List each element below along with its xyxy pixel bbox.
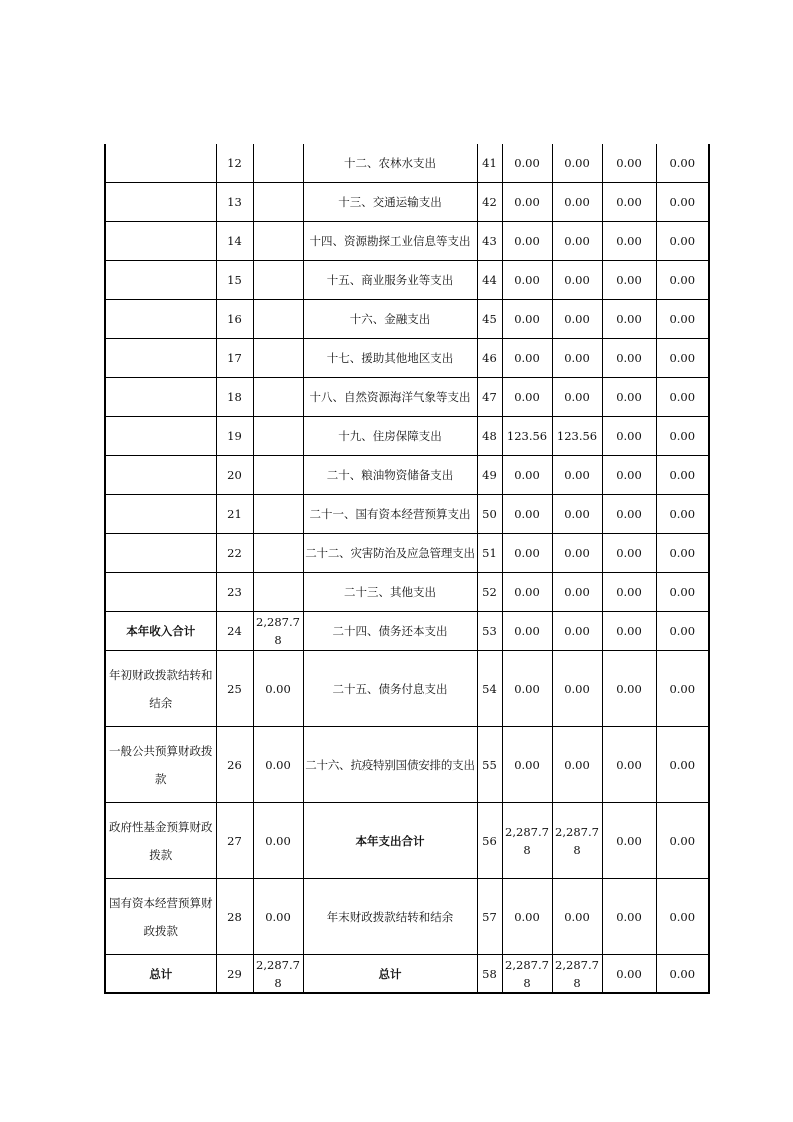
income-item-label: 一般公共预算财政拨款: [105, 727, 216, 803]
table-row: [105, 573, 709, 612]
expense-item-label: 十八、自然资源海洋气象等支出: [303, 378, 477, 417]
expense-row-number: 52: [477, 573, 502, 612]
total-amount: 0.00: [502, 495, 552, 534]
table-row: [105, 261, 709, 300]
total-amount: 0.00: [502, 456, 552, 495]
total-amount: 0.00: [502, 727, 552, 803]
state-capital-budget-amount: 0.00: [656, 222, 709, 261]
state-capital-budget-amount: 0.00: [656, 300, 709, 339]
table-row: [105, 803, 709, 879]
income-row-number: 12: [216, 144, 253, 183]
fund-budget-amount: 0.00: [602, 651, 656, 727]
income-amount: [253, 378, 303, 417]
expense-item-label: 十七、援助其他地区支出: [303, 339, 477, 378]
expense-item-label: 十六、金融支出: [303, 300, 477, 339]
expense-item-label: 年末财政拨款结转和结余: [303, 879, 477, 955]
fund-budget-amount: 0.00: [602, 612, 656, 651]
expense-row-number: 43: [477, 222, 502, 261]
general-budget-amount: 0.00: [552, 612, 602, 651]
expense-row-number: 45: [477, 300, 502, 339]
fund-budget-amount: 0.00: [602, 534, 656, 573]
total-amount: 0.00: [502, 573, 552, 612]
income-row-number: 29: [216, 955, 253, 994]
table-body: [105, 144, 709, 993]
expense-row-number: 51: [477, 534, 502, 573]
fund-budget-amount: 0.00: [602, 727, 656, 803]
income-item-label: [105, 339, 216, 378]
general-budget-amount: 0.00: [552, 651, 602, 727]
income-item-label: 年初财政拨款结转和结余: [105, 651, 216, 727]
expense-row-number: 49: [477, 456, 502, 495]
table-row: [105, 300, 709, 339]
income-item-label: 政府性基金预算财政拨款: [105, 803, 216, 879]
state-capital-budget-amount: 0.00: [656, 955, 709, 994]
expense-row-number: 55: [477, 727, 502, 803]
general-budget-amount: 0.00: [552, 300, 602, 339]
expense-row-number: 56: [477, 803, 502, 879]
table-row: [105, 612, 709, 651]
total-amount: 0.00: [502, 378, 552, 417]
total-amount: 0.00: [502, 261, 552, 300]
general-budget-amount: 0.00: [552, 495, 602, 534]
table-row: [105, 955, 709, 994]
table-row: [105, 495, 709, 534]
fund-budget-amount: 0.00: [602, 183, 656, 222]
income-row-number: 26: [216, 727, 253, 803]
total-amount: 0.00: [502, 534, 552, 573]
fund-budget-amount: 0.00: [602, 417, 656, 456]
total-amount: 0.00: [502, 300, 552, 339]
income-amount: 2,287.78: [253, 612, 303, 651]
total-amount: 0.00: [502, 651, 552, 727]
income-amount: 0.00: [253, 879, 303, 955]
table-row: [105, 144, 709, 183]
table-row: [105, 456, 709, 495]
total-amount: 0.00: [502, 144, 552, 183]
income-row-number: 23: [216, 573, 253, 612]
general-budget-amount: 0.00: [552, 573, 602, 612]
fund-budget-amount: 0.00: [602, 879, 656, 955]
table-row: [105, 727, 709, 803]
expense-item-label: 十九、住房保障支出: [303, 417, 477, 456]
income-item-label: 国有资本经营预算财政拨款: [105, 879, 216, 955]
general-budget-amount: 2,287.78: [552, 955, 602, 994]
income-row-number: 14: [216, 222, 253, 261]
income-amount: 0.00: [253, 651, 303, 727]
state-capital-budget-amount: 0.00: [656, 144, 709, 183]
expense-item-label: 十二、农林水支出: [303, 144, 477, 183]
income-amount: [253, 417, 303, 456]
income-amount: 0.00: [253, 727, 303, 803]
general-budget-amount: 0.00: [552, 456, 602, 495]
expense-item-label: 本年支出合计: [303, 803, 477, 879]
general-budget-amount: 0.00: [552, 879, 602, 955]
income-row-number: 19: [216, 417, 253, 456]
state-capital-budget-amount: 0.00: [656, 573, 709, 612]
state-capital-budget-amount: 0.00: [656, 651, 709, 727]
state-capital-budget-amount: 0.00: [656, 803, 709, 879]
state-capital-budget-amount: 0.00: [656, 879, 709, 955]
state-capital-budget-amount: 0.00: [656, 534, 709, 573]
expense-item-label: 二十六、抗疫特别国债安排的支出: [303, 727, 477, 803]
fund-budget-amount: 0.00: [602, 803, 656, 879]
expense-item-label: 总计: [303, 955, 477, 994]
income-item-label: [105, 144, 216, 183]
expense-item-label: 二十四、债务还本支出: [303, 612, 477, 651]
fund-budget-amount: 0.00: [602, 339, 656, 378]
income-row-number: 20: [216, 456, 253, 495]
expense-row-number: 46: [477, 339, 502, 378]
expense-item-label: 二十、粮油物资储备支出: [303, 456, 477, 495]
expense-row-number: 58: [477, 955, 502, 994]
fund-budget-amount: 0.00: [602, 300, 656, 339]
income-row-number: 13: [216, 183, 253, 222]
expense-item-label: 二十五、债务付息支出: [303, 651, 477, 727]
income-row-number: 21: [216, 495, 253, 534]
expense-item-label: 十五、商业服务业等支出: [303, 261, 477, 300]
fund-budget-amount: 0.00: [602, 456, 656, 495]
expense-item-label: 二十二、灾害防治及应急管理支出: [303, 534, 477, 573]
total-amount: 2,287.78: [502, 803, 552, 879]
total-amount: 123.56: [502, 417, 552, 456]
expense-row-number: 42: [477, 183, 502, 222]
expense-row-number: 50: [477, 495, 502, 534]
income-amount: [253, 495, 303, 534]
general-budget-amount: 0.00: [552, 144, 602, 183]
table-row: [105, 339, 709, 378]
state-capital-budget-amount: 0.00: [656, 727, 709, 803]
total-amount: 0.00: [502, 879, 552, 955]
fund-budget-amount: 0.00: [602, 144, 656, 183]
income-item-label: [105, 222, 216, 261]
table-row: [105, 417, 709, 456]
income-amount: [253, 300, 303, 339]
income-item-label: [105, 300, 216, 339]
expense-item-label: 二十一、国有资本经营预算支出: [303, 495, 477, 534]
income-item-label: [105, 456, 216, 495]
income-item-label: 总计: [105, 955, 216, 994]
income-amount: [253, 144, 303, 183]
expense-row-number: 41: [477, 144, 502, 183]
income-amount: [253, 183, 303, 222]
income-row-number: 24: [216, 612, 253, 651]
expense-row-number: 57: [477, 879, 502, 955]
income-amount: [253, 534, 303, 573]
expense-item-label: 二十三、其他支出: [303, 573, 477, 612]
state-capital-budget-amount: 0.00: [656, 339, 709, 378]
fund-budget-amount: 0.00: [602, 222, 656, 261]
expense-item-label: 十四、资源勘探工业信息等支出: [303, 222, 477, 261]
income-row-number: 22: [216, 534, 253, 573]
income-amount: 0.00: [253, 803, 303, 879]
income-row-number: 25: [216, 651, 253, 727]
fund-budget-amount: 0.00: [602, 495, 656, 534]
income-row-number: 15: [216, 261, 253, 300]
general-budget-amount: 0.00: [552, 339, 602, 378]
income-row-number: 27: [216, 803, 253, 879]
income-item-label: [105, 183, 216, 222]
state-capital-budget-amount: 0.00: [656, 183, 709, 222]
total-amount: 0.00: [502, 339, 552, 378]
table-row: [105, 879, 709, 955]
expense-row-number: 48: [477, 417, 502, 456]
state-capital-budget-amount: 0.00: [656, 378, 709, 417]
fund-budget-amount: 0.00: [602, 261, 656, 300]
expense-row-number: 44: [477, 261, 502, 300]
total-amount: 0.00: [502, 183, 552, 222]
general-budget-amount: 123.56: [552, 417, 602, 456]
table-row: [105, 378, 709, 417]
general-budget-amount: 0.00: [552, 222, 602, 261]
state-capital-budget-amount: 0.00: [656, 261, 709, 300]
income-amount: [253, 339, 303, 378]
table-row: [105, 534, 709, 573]
fund-budget-amount: 0.00: [602, 378, 656, 417]
general-budget-amount: 0.00: [552, 378, 602, 417]
table-row: [105, 651, 709, 727]
income-item-label: [105, 495, 216, 534]
state-capital-budget-amount: 0.00: [656, 456, 709, 495]
table-row: [105, 183, 709, 222]
income-item-label: [105, 261, 216, 300]
income-row-number: 28: [216, 879, 253, 955]
general-budget-amount: 0.00: [552, 534, 602, 573]
income-item-label: 本年收入合计: [105, 612, 216, 651]
income-row-number: 17: [216, 339, 253, 378]
fund-budget-amount: 0.00: [602, 955, 656, 994]
total-amount: 0.00: [502, 222, 552, 261]
income-item-label: [105, 573, 216, 612]
total-amount: 0.00: [502, 612, 552, 651]
total-amount: 2,287.78: [502, 955, 552, 994]
general-budget-amount: 0.00: [552, 727, 602, 803]
income-row-number: 18: [216, 378, 253, 417]
general-budget-amount: 2,287.78: [552, 803, 602, 879]
expense-row-number: 53: [477, 612, 502, 651]
income-amount: 2,287.78: [253, 955, 303, 994]
table-row: [105, 222, 709, 261]
general-budget-amount: 0.00: [552, 261, 602, 300]
expense-item-label: 十三、交通运输支出: [303, 183, 477, 222]
state-capital-budget-amount: 0.00: [656, 495, 709, 534]
income-item-label: [105, 378, 216, 417]
income-item-label: [105, 417, 216, 456]
income-amount: [253, 573, 303, 612]
income-amount: [253, 261, 303, 300]
income-amount: [253, 456, 303, 495]
income-item-label: [105, 534, 216, 573]
general-budget-amount: 0.00: [552, 183, 602, 222]
state-capital-budget-amount: 0.00: [656, 417, 709, 456]
expense-row-number: 47: [477, 378, 502, 417]
income-row-number: 16: [216, 300, 253, 339]
income-amount: [253, 222, 303, 261]
state-capital-budget-amount: 0.00: [656, 612, 709, 651]
expense-row-number: 54: [477, 651, 502, 727]
fund-budget-amount: 0.00: [602, 573, 656, 612]
budget-table: [104, 144, 710, 994]
